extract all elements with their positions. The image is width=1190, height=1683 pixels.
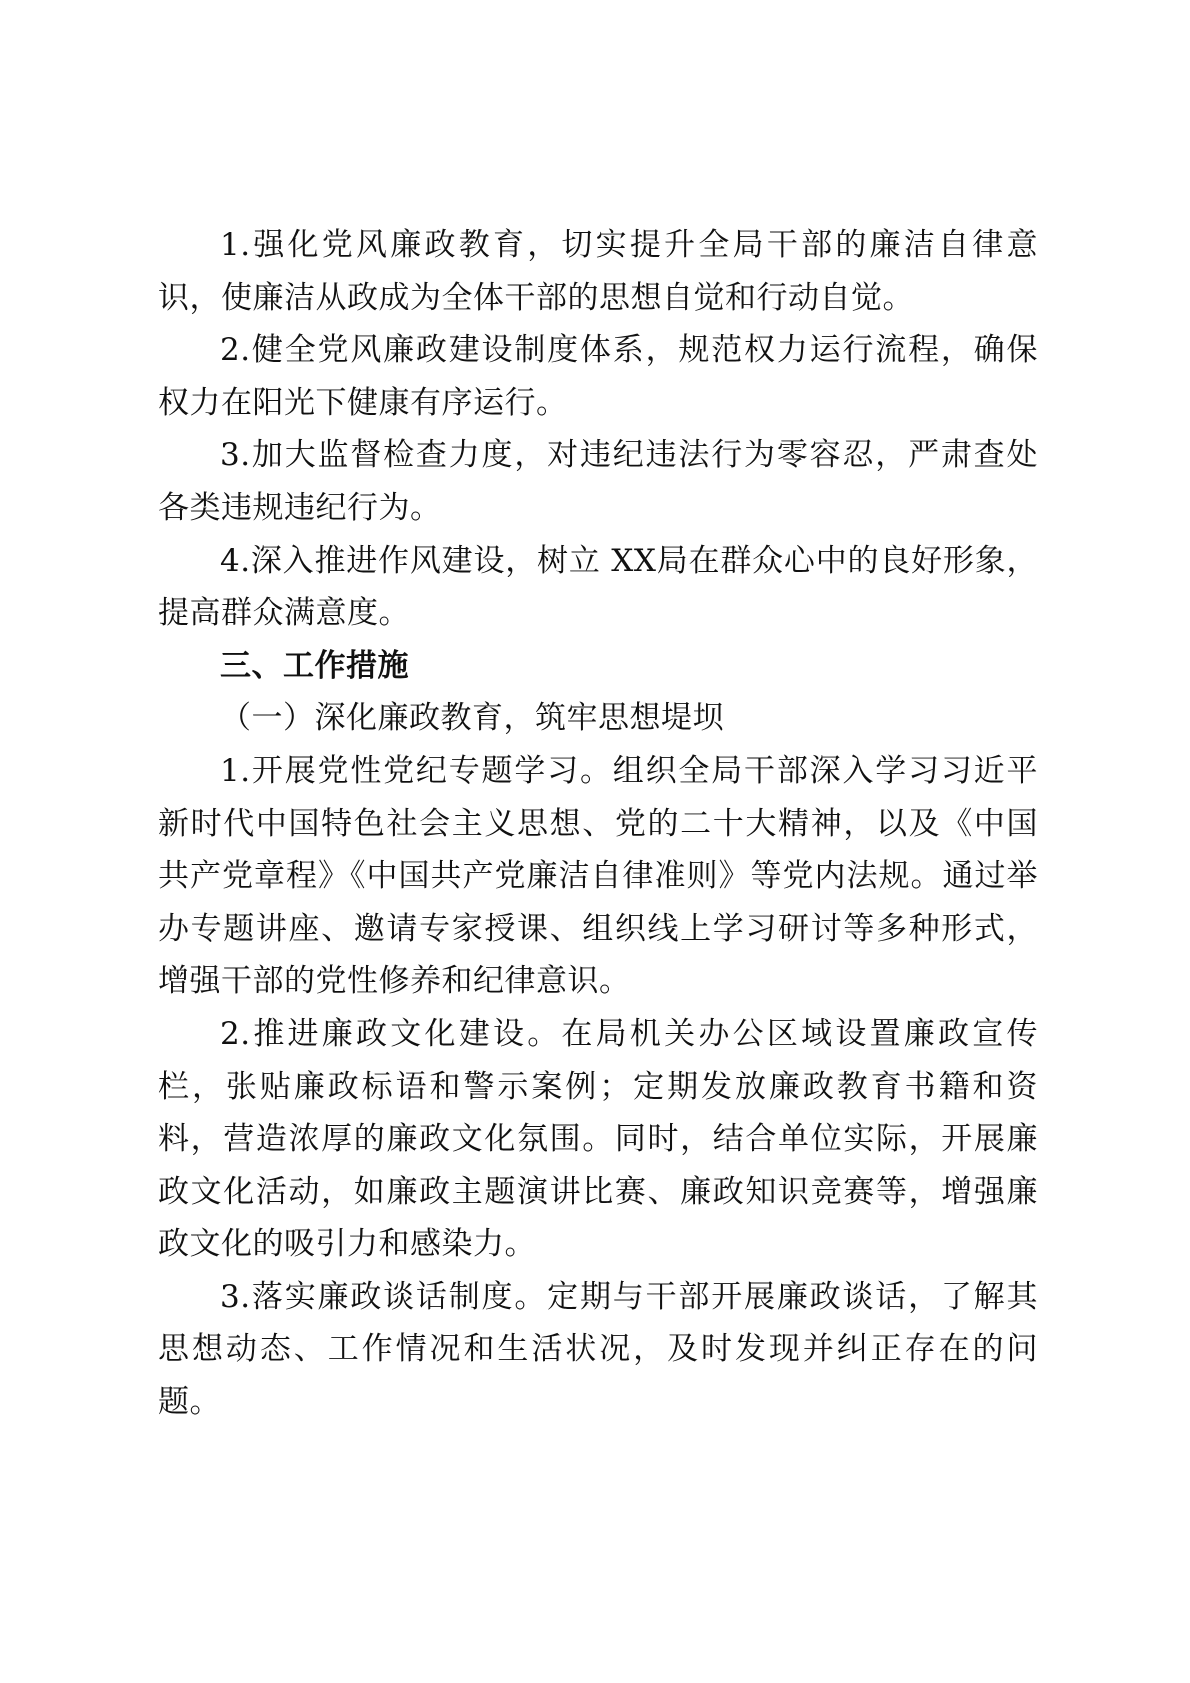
document-body bbox=[158, 219, 1038, 1429]
goal-item-3: 3.加大监督检查力度，对违纪违法行为零容忍，严肃查处各类违规违纪行为。 bbox=[158, 437, 1038, 526]
subsection-heading: （一）深化廉政教育，筑牢思想堤坝 bbox=[220, 700, 724, 737]
goal-item-4: 4.深入推进作风建设，树立 XX局在群众心中的良好形象，提高群众满意度。 bbox=[158, 542, 1038, 632]
section-heading: 三、工作措施 bbox=[220, 647, 409, 684]
measure-item-3: 3.落实廉政谈话制度。定期与干部开展廉政谈话，了解其思想动态、工作情况和生活状况，及时发现并纠正存在的问题。 bbox=[158, 1278, 1038, 1421]
measure-item-1: 1.开展党性党纪专题学习。组织全局干部深入学习习近平新时代中国特色社会主义思想、党的二十大精神，以及《中国共产党章程》《中国共产党廉洁自律准则》等党内法规。通过举办专题讲座、邀请专家授课、组织线上学习研讨等多种形式，增强干部的党性修养和纪律意识。 bbox=[158, 752, 1038, 1000]
goal-item-2: 2.健全党风廉政建设制度体系，规范权力运行流程，确保权力在阳光下健康有序运行。 bbox=[158, 332, 1038, 421]
goal-item-1: 1.强化党风廉政教育，切实提升全局干部的廉洁自律意识，使廉洁从政成为全体干部的思想自觉和行动自觉。 bbox=[158, 227, 1038, 316]
measure-item-2: 2.推进廉政文化建设。在局机关办公区域设置廉政宣传栏，张贴廉政标语和警示案例；定期发放廉政教育书籍和资料，营造浓厚的廉政文化氛围。同时，结合单位实际，开展廉政文化活动，如廉政主题演讲比赛、廉政知识竞赛等，增强廉政文化的吸引力和感染力。 bbox=[158, 1015, 1038, 1263]
